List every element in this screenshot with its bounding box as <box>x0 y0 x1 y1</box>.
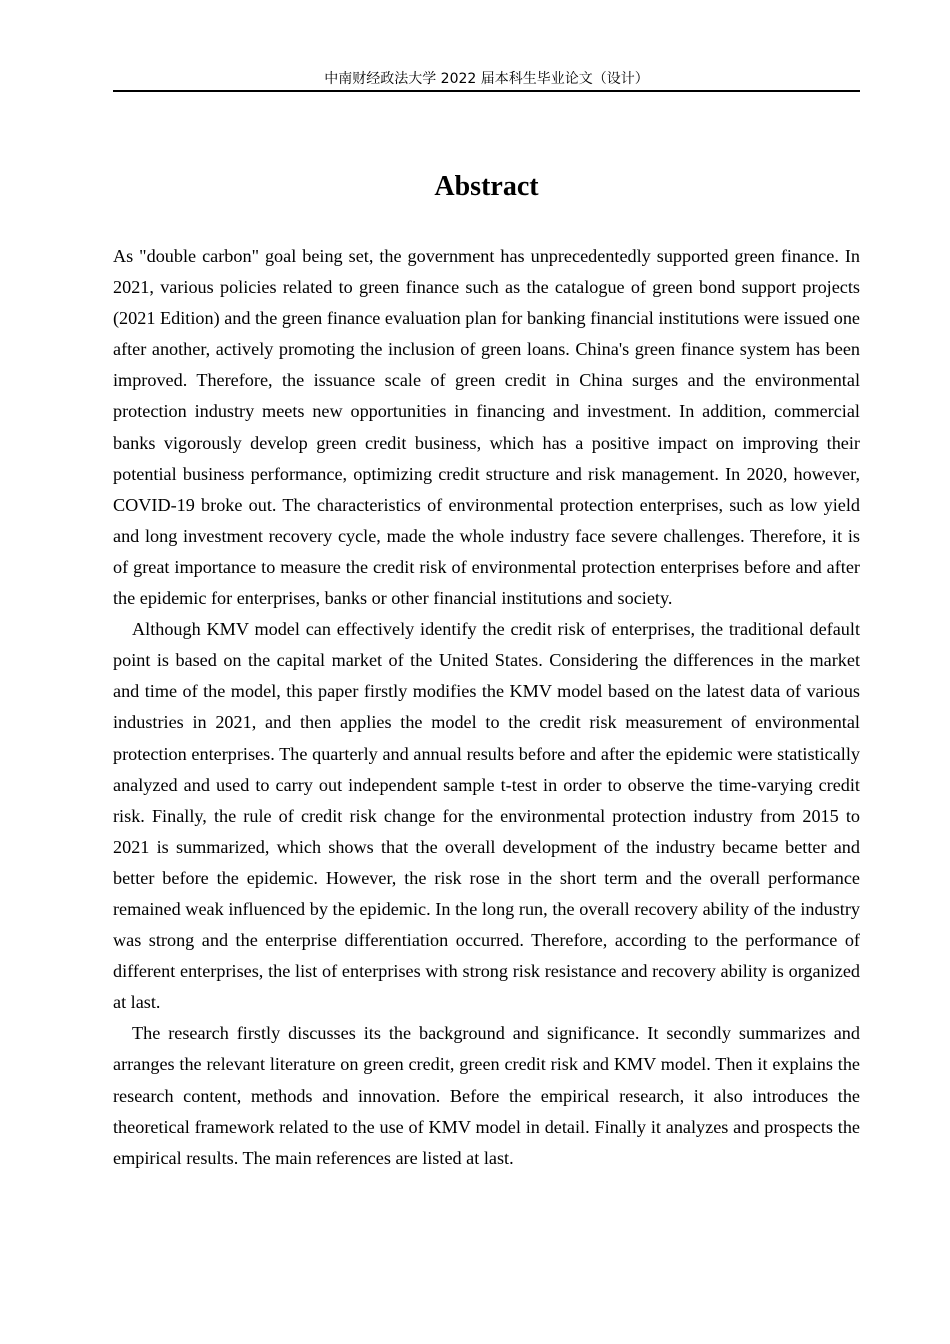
page-header: 中南财经政法大学 2022 届本科生毕业论文（设计） <box>113 68 860 92</box>
abstract-paragraph-1: As "double carbon" goal being set, the government has unprecedentedly supported green finance. In 2021, various policies related to green finance such as the catalogue of green bond support projects (2021 Edition) and the green finance evaluation plan for banking financial institutions were issued one after another, actively promoting the inclusion of green loans. China's green finance system has been improved. Therefore, the issuance scale of green credit in China surges and the environmental protection industry meets new opportunities in financing and investment. In addition, commercial banks vigorously develop green credit business, which has a positive impact on improving their potential business performance, optimizing credit structure and risk management. In 2020, however, COVID-19 broke out. The characteristics of environmental protection enterprises, such as low yield and long investment recovery cycle, made the whole industry face severe challenges. Therefore, it is of great importance to measure the credit risk of environmental protection enterprises before and after the epidemic for enterprises, banks or other financial institutions and society. <box>113 246 860 609</box>
abstract-title: Abstract <box>434 171 539 202</box>
abstract-body <box>113 241 860 1174</box>
abstract-paragraph-2: Although KMV model can effectively identify the credit risk of enterprises, the traditional default point is based on the capital market of the United States. Considering the differences in the market and time of the model, this paper firstly modifies the KMV model based on the latest data of various industries in 2021, and then applies the model to the credit risk measurement of environmental protection enterprises. The quarterly and annual results before and after the epidemic were statistically analyzed and used to carry out independent sample t-test in order to observe the time-varying credit risk. Finally, the rule of credit risk change for the environmental protection industry from 2015 to 2021 is summarized, which shows that the overall development of the industry became better and better before the epidemic. However, the risk rose in the short term and the overall performance remained weak influenced by the epidemic. In the long run, the overall recovery ability of the industry was strong and the enterprise differentiation occurred. Therefore, according to the performance of different enterprises, the list of enterprises with strong risk resistance and recovery ability is organized at last. <box>113 619 860 1013</box>
abstract-paragraph-3: The research firstly discusses its the background and significance. It secondly summarizes and arranges the relevant literature on green credit, green credit risk and KMV model. Then it explains the research content, methods and innovation. Before the empirical research, it also introduces the theoretical framework related to the use of KMV model in detail. Finally it analyzes and prospects the empirical results. The main references are listed at last. <box>113 1023 860 1168</box>
